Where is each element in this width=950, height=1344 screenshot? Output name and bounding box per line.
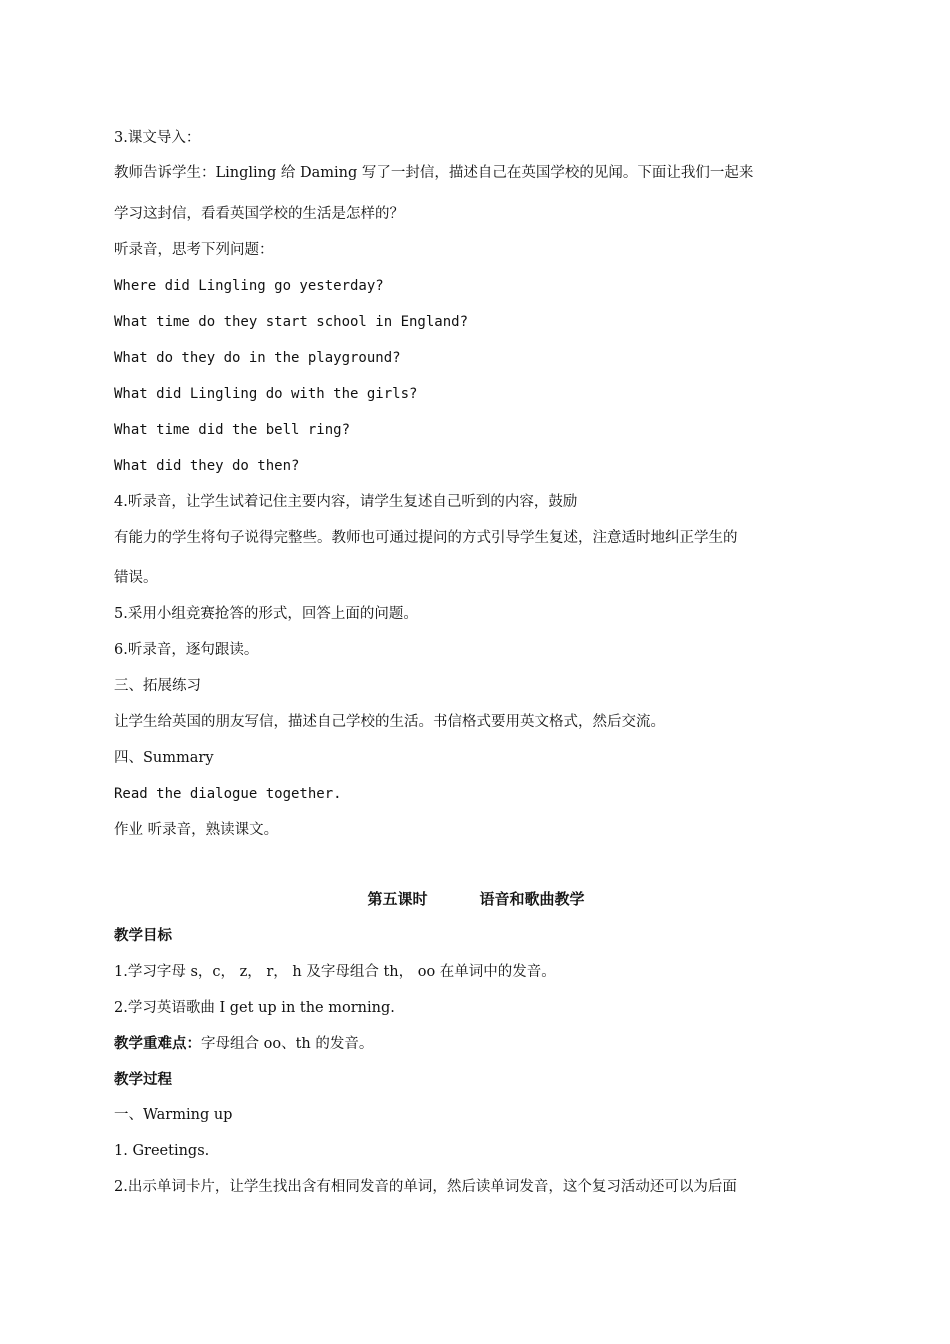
step-line: 2.出示单词卡片，让学生找出含有相同发音的单词，然后读单词发音，这个复习活动还可以为后面 xyxy=(114,1179,737,1195)
section-heading: 一、Warming up xyxy=(114,1107,233,1123)
question-line: What do they do in the playground? xyxy=(114,350,401,366)
paragraph-line: 学习这封信，看看英国学校的生活是怎样的？ xyxy=(114,206,404,222)
paragraph-line: 6.听录音，逐句跟读。 xyxy=(114,642,259,658)
paragraph-line: Read the dialogue together. xyxy=(114,786,342,802)
paragraph-line: 有能力的学生将句子说得完整些。教师也可通过提问的方式引导学生复述，注意适时地纠正学生的 xyxy=(114,530,738,546)
paragraph-line: 4.听录音，让学生试着记住主要内容，请学生复述自己听到的内容，鼓励 xyxy=(114,494,578,510)
section-heading: 四、Summary xyxy=(114,750,214,766)
homework-line: 作业 听录音，熟读课文。 xyxy=(114,822,279,838)
paragraph-line: 错误。 xyxy=(114,570,158,586)
section-heading: 三、拓展练习 xyxy=(114,678,201,694)
paragraph-line: 听录音，思考下列问题： xyxy=(114,242,274,258)
keypoint-line xyxy=(114,1034,838,1054)
step-line: 1. Greetings. xyxy=(114,1143,210,1159)
paragraph-line: 让学生给英国的朋友写信，描述自己学校的生活。书信格式要用英文格式，然后交流。 xyxy=(114,714,665,730)
process-heading: 教学过程 xyxy=(114,1071,172,1088)
goals-heading: 教学目标 xyxy=(114,927,172,944)
keypoint-label: 教学重难点： xyxy=(114,1035,201,1052)
question-line: What time did the bell ring? xyxy=(114,422,351,438)
lesson-heading xyxy=(114,889,838,909)
lesson-title: 语音和歌曲教学 xyxy=(479,890,585,908)
paragraph-line: 5.采用小组竞赛抢答的形式，回答上面的问题。 xyxy=(114,606,418,622)
keypoint-text: 字母组合 oo、th 的发音。 xyxy=(201,1036,374,1052)
question-line: Where did Lingling go yesterday? xyxy=(114,278,384,294)
question-line: What did Lingling do with the girls? xyxy=(114,386,418,402)
step-3-intro: 3.课文导入： xyxy=(114,130,201,146)
question-line: What did they do then? xyxy=(114,458,300,474)
goal-line: 1.学习字母 s，c， z， r， h 及字母组合 th， oo 在单词中的发音。 xyxy=(114,964,556,980)
paragraph-line: 教师告诉学生：Lingling 给 Daming 写了一封信，描述自己在英国学校的见闻。下面让我们一起来 xyxy=(114,165,754,181)
lesson-number: 第五课时 xyxy=(367,890,428,908)
question-line: What time do they start school in England? xyxy=(114,314,469,330)
goal-line: 2.学习英语歌曲 I get up in the morning. xyxy=(114,1000,395,1016)
